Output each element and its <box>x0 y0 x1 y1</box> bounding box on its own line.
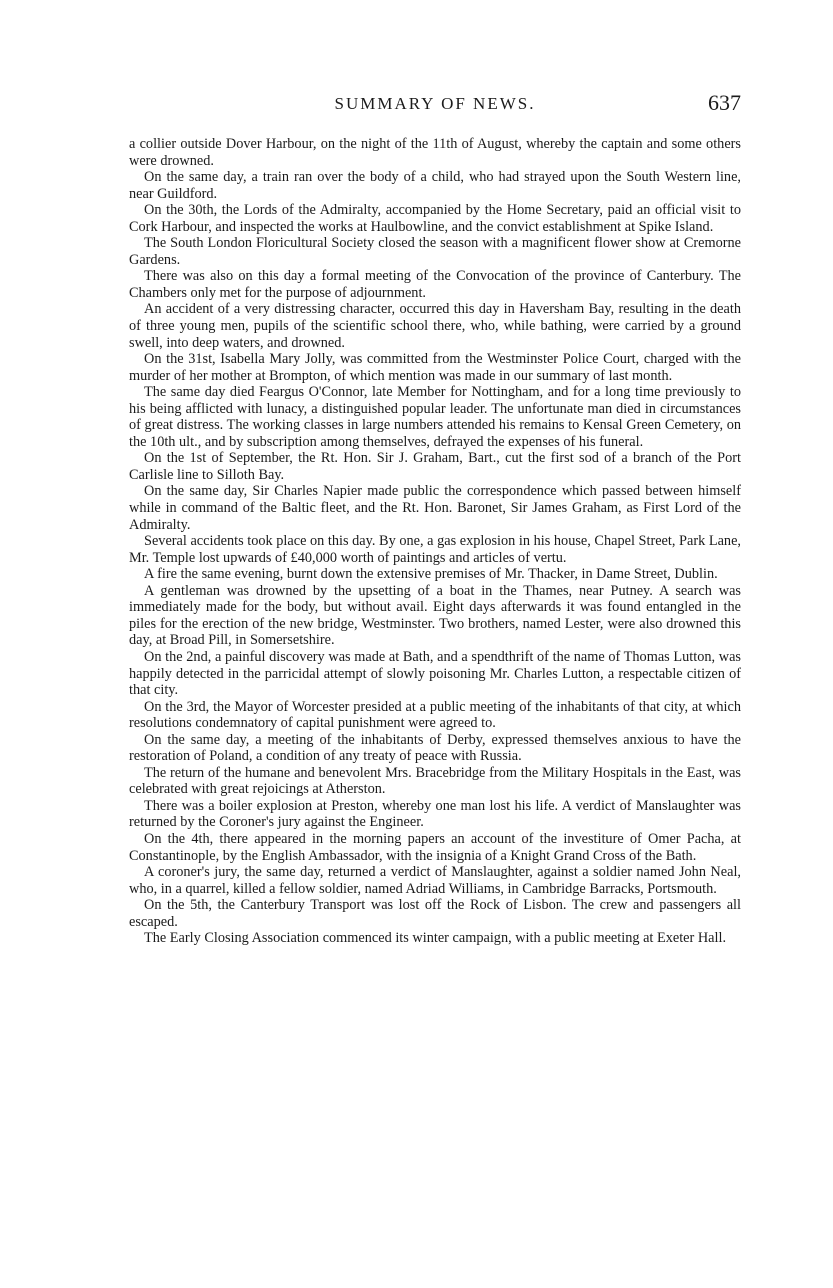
paragraph: There was also on this day a formal meeting of the Convocation of the province of Canterbury. The Chambers only met for the purpose of adjournment. <box>129 268 741 301</box>
paragraph: A coroner's jury, the same day, returned a verdict of Manslaughter, against a soldier named John Neal, who, in a quarrel, killed a fellow soldier, named Adriad Williams, in Cambridge Barracks, Portsmouth. <box>129 864 741 897</box>
paragraph: On the 3rd, the Mayor of Worcester presided at a public meeting of the inhabitants of that city, at which resolutions condemnatory of capital punishment were agreed to. <box>129 698 741 732</box>
page-header <box>129 90 741 120</box>
page-number: 637 <box>708 90 741 115</box>
body-text <box>129 136 741 947</box>
paragraph: On the 31st, Isabella Mary Jolly, was committed from the Westminster Police Court, charged with the murder of her mother at Brompton, of which mention was made in our summary of last month. <box>129 351 741 384</box>
paragraph: On the 4th, there appeared in the morning papers an account of the investiture of Omer Pacha, at Constantinople, by the English Ambassador, with the insignia of a Knight Grand Cross of the Bath. <box>129 830 741 864</box>
paragraph: On the same day, a train ran over the body of a child, who had strayed upon the South Western line, near Guildford. <box>129 169 741 202</box>
paragraph: Several accidents took place on this day. By one, a gas explosion in his house, Chapel Street, Park Lane, Mr. Temple lost upwards of £40,000 worth of paintings and articles of vertu. <box>129 533 741 566</box>
paragraph: There was a boiler explosion at Preston, whereby one man lost his life. A verdict of Manslaughter was returned by the Coroner's jury against the Engineer. <box>129 797 741 831</box>
paragraph: On the same day, a meeting of the inhabitants of Derby, expressed themselves anxious to have the restoration of Poland, a condition of any treaty of peace with Russia. <box>129 731 741 765</box>
paragraph: A gentleman was drowned by the upsetting of a boat in the Thames, near Putney. A search was immediately made for the body, but without avail. Eight days afterwards it was found entangled in the piles for the erection of the new bridge, Westminster. Two brothers, named Lester, were also drowned this day, at Broad Pill, in Somersetshire. <box>129 582 741 649</box>
paragraph: The return of the humane and benevolent Mrs. Bracebridge from the Military Hospitals in the East, was celebrated with great rejoicings at Atherston. <box>129 764 741 798</box>
paragraph: On the 30th, the Lords of the Admiralty, accompanied by the Home Secretary, paid an official visit to Cork Harbour, and inspected the works at Haulbowline, and the convict establishment at Spike Island. <box>129 202 741 235</box>
paragraph: On the 5th, the Canterbury Transport was lost off the Rock of Lisbon. The crew and passengers all escaped. <box>129 897 741 930</box>
paragraph: On the 2nd, a painful discovery was made at Bath, and a spendthrift of the name of Thomas Lutton, was happily detected in the parricidal attempt of slowly poisoning Mr. Charles Lutton, a respectable citizen of that city. <box>129 648 741 699</box>
paragraph: The South London Floricultural Society closed the season with a magnificent flower show at Cremorne Gardens. <box>129 235 741 268</box>
paragraph: The same day died Feargus O'Connor, late Member for Nottingham, and for a long time previously to his being afflicted with lunacy, a distinguished popular leader. The unfortunate man died in circumstances of great distress. The working classes in large numbers attended his remains to Kensal Green Cemetery, on the 10th ult., and by subscription among themselves, defrayed the expenses of his funeral. <box>129 384 741 450</box>
paragraph: On the same day, Sir Charles Napier made public the correspondence which passed between himself while in command of the Baltic fleet, and the Rt. Hon. Baronet, Sir James Graham, as First Lord of the Admiralty. <box>129 483 741 533</box>
paragraph: a collier outside Dover Harbour, on the night of the 11th of August, whereby the captain and some others were drowned. <box>129 136 741 169</box>
paragraph: The Early Closing Association commenced its winter campaign, with a public meeting at Exeter Hall. <box>144 930 727 947</box>
running-head: SUMMARY OF NEWS. <box>334 94 536 113</box>
paragraph: An accident of a very distressing character, occurred this day in Haversham Bay, resulting in the death of three young men, pupils of the scientific school there, who, while bathing, were carried by a ground swell, into deep waters, and drowned. <box>129 301 741 351</box>
paragraph: On the 1st of September, the Rt. Hon. Sir J. Graham, Bart., cut the first sod of a branch of the Port Carlisle line to Silloth Bay. <box>129 450 741 483</box>
paragraph: A fire the same evening, burnt down the extensive premises of Mr. Thacker, in Dame Street, Dublin. <box>144 566 718 583</box>
